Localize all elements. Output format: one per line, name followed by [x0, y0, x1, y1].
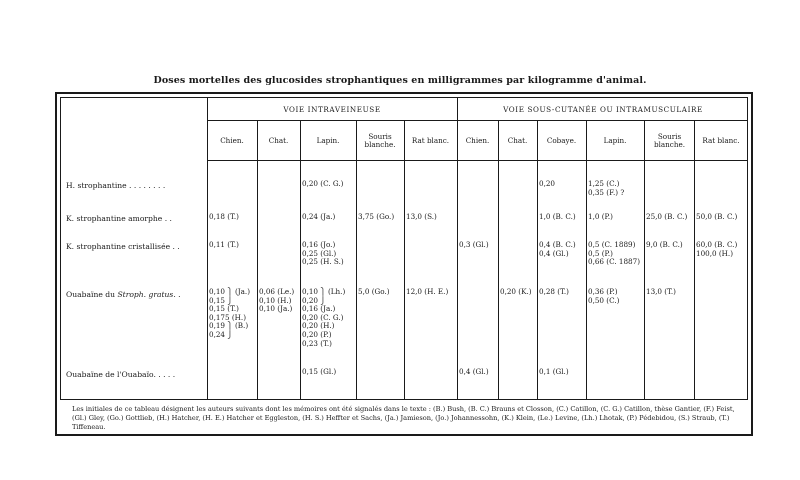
table-cell [209, 288, 250, 340]
column-rule [498, 120, 499, 400]
cell-value: 100,0 (H.) [696, 248, 734, 258]
col-header-iv-souris: Souris blanche. [364, 132, 396, 149]
table-cell [500, 288, 532, 297]
cell-value: 0,10 (H.) [259, 295, 292, 305]
table-cell [588, 288, 619, 305]
table-cell [358, 213, 394, 222]
column-rule [586, 120, 587, 400]
cell-value: 0,24 (Ja.) [302, 212, 336, 221]
cell-value: 0,66 (C. 1887) [588, 257, 641, 267]
column-rule [404, 120, 405, 400]
col-header-sc-lapin: Lapin. [603, 136, 627, 145]
cell-value: 0,19 ⎫ (B.) [209, 321, 249, 331]
table-cell [588, 241, 640, 267]
cell-value: 0,20 [539, 179, 556, 188]
cell-value: 0,5 (C. 1889) [588, 240, 636, 249]
cell-value: 0,25 (H. S.) [302, 257, 344, 267]
group-header-rule [207, 120, 748, 121]
cell-value: 0,36 (P.) [588, 287, 618, 296]
cell-value: 9,0 (B. C.) [646, 240, 683, 249]
table-cell [302, 288, 345, 348]
cell-value: 0,15 ⎭ [209, 295, 233, 305]
row-label-h-strophantine: H. strophantine . . . . . . . . [66, 181, 166, 190]
column-header-rule [207, 160, 748, 161]
footnote: Les initiales de ce tableau désignent les auteurs suivants dont les mémoires ont été signalés dans le texte : (B.) Bush, (B. C.) Brauns et Closson, (C.) Catillon, (C. G.) Catillon, thèse Gantier, (F.) Feist, (Gl.) Gley, (Go.) Gottlieb, (H.) Hatcher, (H. E.) Hatcher et Eggleston, (H. S.) Heffter et Sachs, (Ja.) Jamieson, (Jo.) Johannessohn, (K.) Klein, (Le.) Levine, (Lh.) Lhotak, (P.) Pédebidou, (S.) Straub, (T.) Tiffeneau. [72, 405, 735, 431]
table-cell [696, 241, 737, 258]
cell-value: 0,35 (F.) ? [588, 187, 625, 197]
cell-value: 25,0 (B. C.) [646, 212, 688, 221]
cell-value: 0,11 (T.) [209, 240, 239, 249]
col-header-iv-rat: Rat blanc. [411, 136, 450, 145]
table-cell [588, 213, 613, 222]
cell-value: 0,15 (Gl.) [302, 367, 337, 376]
column-rule [644, 120, 645, 400]
table-cell [696, 213, 737, 222]
cell-value: 13,0 (T.) [646, 287, 676, 296]
cell-value: 0,4 (Gl.) [459, 367, 489, 376]
col-header-sc-rat: Rat blanc. [702, 136, 740, 145]
col-header-sc-chat: Chat. [507, 136, 528, 145]
cell-value: 0,16 (Jo.) [302, 240, 336, 249]
cell-value: 0,20 ⎭ [302, 295, 326, 305]
cell-value: 1,0 (B. C.) [539, 212, 576, 221]
cell-value: 5,0 (Go.) [358, 287, 390, 296]
cell-value: 50,0 (B. C.) [696, 212, 738, 221]
cell-value: 0,4 (B. C.) [539, 240, 576, 249]
cell-value: 0,5 (P.) [588, 248, 613, 258]
cell-value: 0,50 (C.) [588, 295, 620, 305]
column-rule [537, 120, 538, 400]
group-header-intraveineuse: VOIE INTRAVEINEUSE [283, 105, 381, 114]
cell-value: 0,20 (P.) [302, 329, 332, 339]
cell-value: 0,24 ⎭ [209, 329, 233, 339]
cell-value: 0,15 (T.) [209, 304, 239, 314]
col-header-iv-lapin: Lapin. [316, 136, 340, 145]
col-header-iv-chien: Chien. [220, 136, 244, 145]
cell-value: 60,0 (B. C.) [696, 240, 738, 249]
col-header-iv-chat: Chat. [268, 136, 289, 145]
table-cell [209, 213, 239, 222]
row-label-ouabaine-gratus: Ouabaïne du Stroph. gratus. . [66, 290, 181, 299]
cell-value: 0,1 (Gl.) [539, 367, 569, 376]
table-cell [259, 288, 294, 314]
cell-value: 0,10 ⎫ (Lh.) [302, 287, 346, 296]
cell-value: 0,20 (C. G.) [302, 179, 344, 188]
row-label-k-strophantine-cristallisee: K. strophantine cristallisée . . [66, 242, 180, 251]
cell-value: 0,18 (T.) [209, 212, 239, 221]
cell-value: 13,0 (S.) [406, 212, 437, 221]
table-cell [588, 180, 624, 197]
cell-value: 0,20 (K.) [500, 287, 532, 296]
col-header-sc-cobaye: Cobaye. [546, 136, 577, 145]
table-cell [209, 241, 239, 250]
cell-value: 0,23 (T.) [302, 338, 332, 348]
table-title: Doses mortelles des glucosides strophantiques en milligrammes par kilogramme d'animal. [153, 75, 647, 86]
table-cell [406, 213, 437, 222]
cell-value: 1,25 (C.) [588, 179, 620, 188]
cell-value: 1,0 (P.) [588, 212, 613, 221]
table-cell [646, 288, 676, 297]
cell-value: 0,10 (Ja.) [259, 304, 293, 314]
table-cell [459, 368, 489, 377]
table-cell [302, 368, 336, 377]
cell-value: 12,0 (H. E.) [406, 287, 449, 296]
cell-value: 0,175 (H.) [209, 312, 247, 322]
cell-value: 0,3 (Gl.) [459, 240, 489, 249]
column-rule [300, 120, 301, 400]
table-cell [302, 213, 335, 222]
row-label-k-strophantine-amorphe: K. strophantine amorphe . . [66, 214, 172, 223]
table-cell [358, 288, 390, 297]
cell-value: 0,28 (T.) [539, 287, 569, 296]
table-cell [539, 241, 576, 258]
column-rule [257, 120, 258, 400]
cell-value: 0,10 ⎫ (Ja.) [209, 287, 251, 296]
table-cell [646, 241, 683, 250]
cell-value: 0,25 (Gl.) [302, 248, 337, 258]
row-label-ouabaine-ouabaio: Ouabaïne de l'Ouabaïo. . . . . [66, 370, 176, 379]
column-rule [694, 120, 695, 400]
table-cell [646, 213, 687, 222]
col-header-sc-souris: Souris blanche. [653, 132, 685, 149]
group-header-sous-cutanee: VOIE SOUS-CUTANÉE OU INTRAMUSCULAIRE [503, 105, 703, 114]
table-cell [539, 213, 576, 222]
table-cell [302, 241, 344, 267]
table-cell [302, 180, 343, 189]
column-rule [356, 120, 357, 400]
cell-value: 0,06 (Le.) [259, 287, 295, 296]
cell-value: 0,20 (C. G.) [302, 312, 344, 322]
cell-value: 0,20 (H.) [302, 321, 335, 331]
col-header-sc-chien: Chien. [465, 136, 490, 145]
table-cell [539, 288, 569, 297]
table-cell [406, 288, 448, 297]
cell-value: 3,75 (Go.) [358, 212, 395, 221]
table-cell [539, 180, 555, 189]
cell-value: 0,16 (Ja.) [302, 304, 336, 314]
cell-value: 0,4 (Gl.) [539, 248, 569, 258]
table-cell [459, 241, 489, 250]
table-cell [539, 368, 569, 377]
